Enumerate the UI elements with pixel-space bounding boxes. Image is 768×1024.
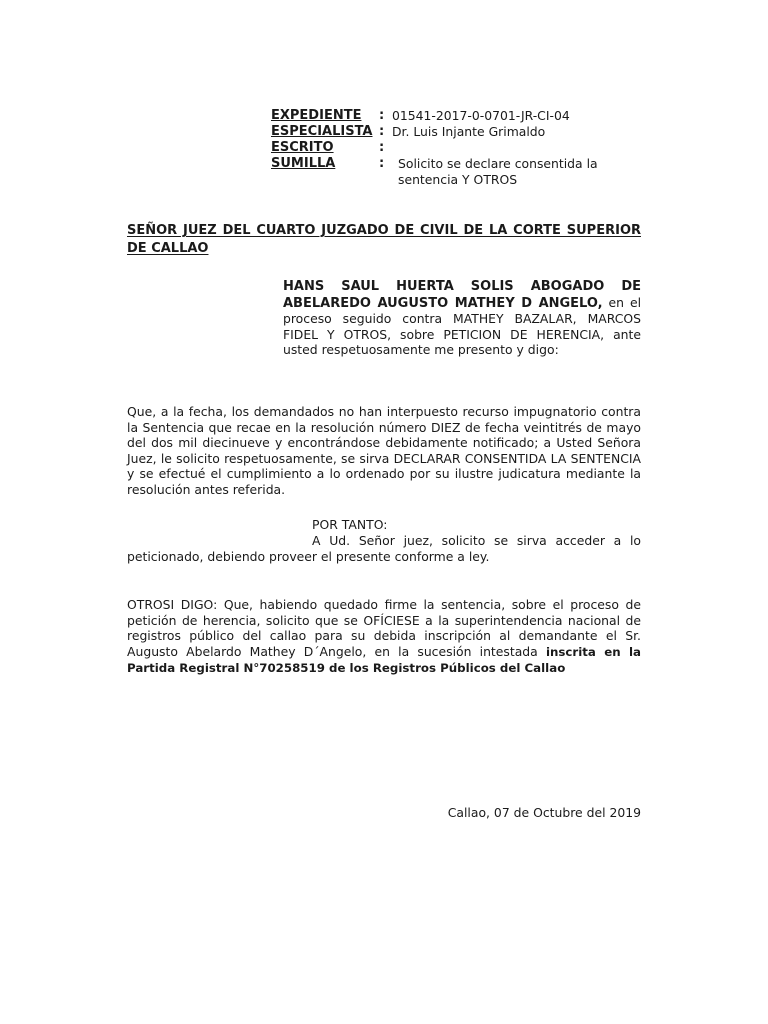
especialista-label: ESPECIALISTA (271, 124, 373, 139)
especialista-value: Dr. Luis Injante Grimaldo (392, 124, 546, 139)
addressee-heading: SEÑOR JUEZ DEL CUARTO JUZGADO DE CIVIL DE LA CORTE SUPERIOR DE CALLAO (127, 223, 641, 256)
expediente-row (271, 108, 651, 124)
otrosi-text: OTROSI DIGO: Que, habiendo quedado firme la sentencia, sobre el proceso de petición de herencia, solicito que se OFÍCIESE a la superintendencia nacional de registros público del callao para su debida inscripción al demandante el Sr. Augusto Abelardo Mathey D´Angelo, en la sucesión intestada (127, 597, 641, 659)
colon: : (379, 108, 385, 123)
colon: : (379, 156, 385, 171)
por-tanto-heading: POR TANTO: (312, 517, 388, 532)
colon: : (379, 124, 385, 139)
sumilla-line-1: Solicito se declare consentida la (398, 156, 598, 171)
sumilla-value (392, 156, 651, 187)
case-header (271, 108, 651, 188)
especialista-row (271, 124, 651, 140)
intro-paragraph (283, 278, 641, 358)
escrito-label: ESCRITO (271, 140, 334, 155)
body-paragraph-2: A Ud. Señor juez, solicito se sirva acceder a lo peticionado, debiendo proveer el presente conforme a ley. (127, 533, 641, 564)
escrito-row (271, 140, 651, 156)
otrosi-paragraph (127, 597, 641, 677)
intro-text: en el proceso seguido contra MATHEY BAZALAR, MARCOS FIDEL Y OTROS, sobre PETICION DE HERENCIA, ante usted respetuosamente me presento y digo: (283, 294, 642, 358)
expediente-label: EXPEDIENTE (271, 108, 362, 123)
colon: : (379, 140, 385, 155)
date-line: Callao, 07 de Octubre del 2019 (447, 805, 641, 820)
body-paragraph-1: Que, a la fecha, los demandados no han interpuesto recurso impugnatorio contra la Sentencia que recae en la resolución número DIEZ de fecha veintitrés de mayo del dos mil diecinueve y encontrándose debidamente notificado; a Usted Señora Juez, le solicito respetuosamente, se sirva DECLARAR CONSENTIDA LA SENTENCIA y se efectué el cumplimiento a lo ordenado por su ilustre judicatura mediante la resolución antes referida. (127, 404, 641, 497)
lawyer-name: HANS SAUL HUERTA SOLIS ABOGADO DE ABELAREDO AUGUSTO MATHEY D ANGELO, (283, 279, 641, 311)
otrosi-bold-text: inscrita en la Partida Registral N°70258519 de los Registros Públicos del Callao (127, 644, 642, 676)
sumilla-label: SUMILLA (271, 156, 336, 171)
sumilla-row (271, 156, 651, 188)
expediente-value: 01541-2017-0-0701-JR-CI-04 (392, 108, 570, 123)
sumilla-line-2: sentencia Y OTROS (398, 171, 518, 187)
